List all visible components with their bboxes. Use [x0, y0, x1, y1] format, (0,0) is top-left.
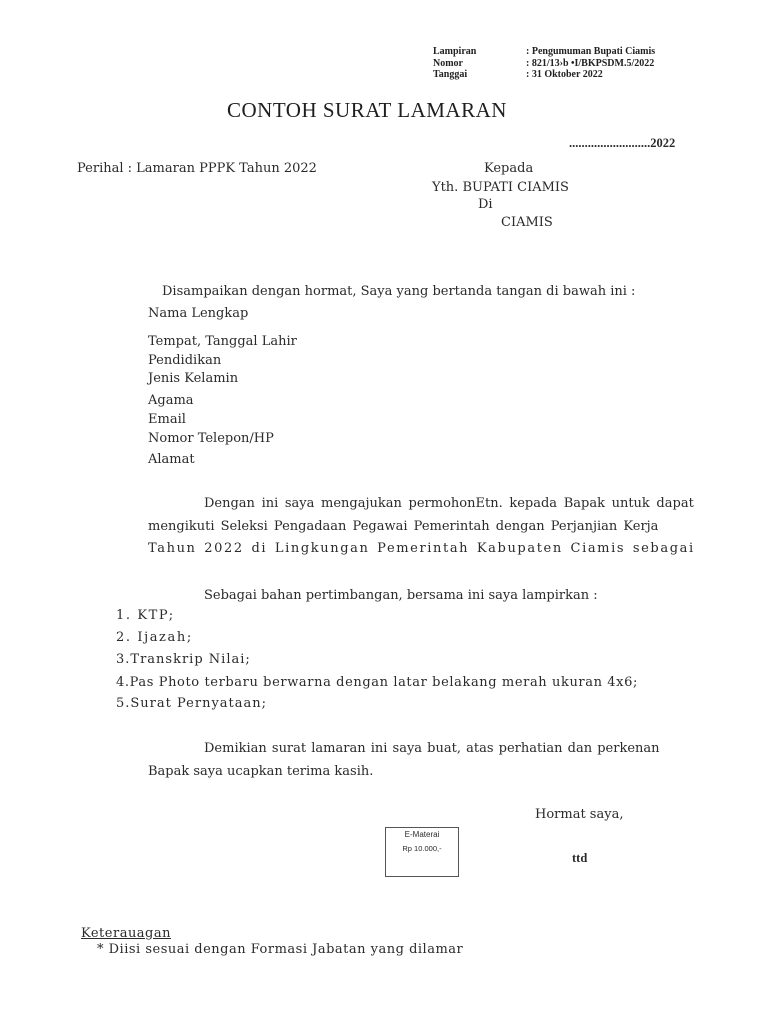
recipient-yth: Yth. BUPATI CIAMIS	[432, 180, 569, 195]
nomor-label: Nomor	[433, 58, 463, 69]
field-agama: Agama	[148, 393, 194, 408]
tanggal-label: Tanggai	[433, 69, 468, 80]
body-line-1: Dengan ini saya mengajukan permohonEtn. kepada Bapak untuk dapat	[204, 496, 694, 511]
ttd: ttd	[572, 851, 588, 865]
field-ttl: Tempat, Tanggal Lahir	[148, 334, 297, 349]
field-jenis-kelamin: Jenis Kelamin	[148, 371, 239, 386]
notes-item: * Diisi sesuai dengan Formasi Jabatan yang dilamar	[97, 942, 464, 957]
attachment-item: 2. Ijazah;	[116, 630, 193, 645]
recipient-city: CIAMIS	[501, 215, 553, 230]
attachment-item: 5.Surat Pernyataan;	[116, 696, 268, 711]
tanggal-value: : 31 Oktober 2022	[526, 69, 603, 80]
date-line: ..........................2022	[569, 136, 676, 150]
lampiran-value: : Pengumuman Bupati Ciamis	[526, 46, 656, 57]
field-pendidikan: Pendidikan	[148, 353, 222, 368]
body-line-2: mengikuti Seleksi Pengadaan Pegawai Pemerintah dengan Perjanjian Kerja	[148, 519, 659, 534]
attachment-item: 1. KTP;	[116, 608, 175, 623]
closing-line-1: Demikian surat lamaran ini saya buat, atas perhatian dan perkenan	[204, 741, 660, 756]
body-line-3: Tahun 2022 di Lingkungan Pemerintah Kabupaten Ciamis sebagai	[148, 541, 695, 556]
e-materai-stamp	[385, 827, 459, 877]
notes-heading: Keterauagan	[81, 926, 172, 941]
field-alamat: Alamat	[148, 452, 195, 467]
lampiran-label: Lampiran	[433, 46, 477, 57]
field-email: Email	[148, 412, 186, 427]
recipient-kepada: Kepada	[484, 161, 534, 176]
field-nama: Nama Lengkap	[148, 306, 249, 321]
stamp-value: Rp 10.000,-	[402, 844, 442, 853]
hormat-saya: Hormat saya,	[535, 807, 624, 822]
stamp-label: E-Materai	[404, 830, 440, 839]
attachment-item: 3.Transkrip Nilai;	[116, 652, 251, 667]
nomor-value: : 821/13›b •I/BKPSDM.5/2022	[526, 58, 655, 69]
recipient-di: Di	[478, 197, 493, 212]
letter-title: CONTOH SURAT LAMARAN	[227, 98, 507, 122]
attachments-intro: Sebagai bahan pertimbangan, bersama ini saya lampirkan :	[204, 588, 598, 603]
perihal: Perihal : Lamaran PPPK Tahun 2022	[77, 161, 317, 176]
attachment-item: 4.Pas Photo terbaru berwarna dengan latar belakang merah ukuran 4x6;	[116, 675, 638, 690]
closing-line-2: Bapak saya ucapkan terima kasih.	[148, 764, 374, 779]
field-telepon: Nomor Telepon/HP	[148, 431, 274, 446]
opening-paragraph: Disampaikan dengan hormat, Saya yang bertanda tangan di bawah ini :	[162, 284, 636, 299]
